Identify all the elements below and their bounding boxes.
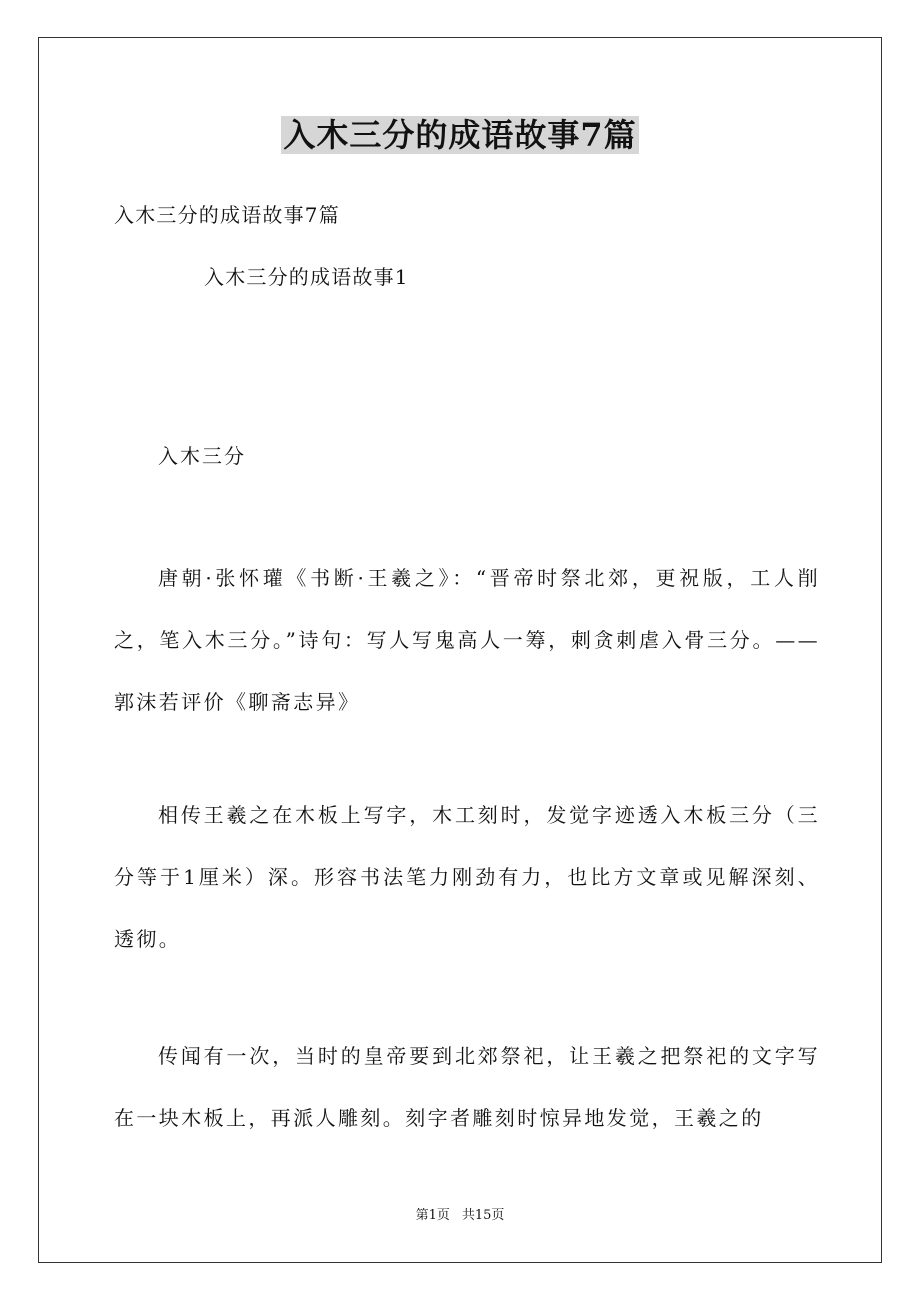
document-title-text: 入木三分的成语故事7篇 <box>283 116 637 154</box>
paragraph-meaning: 相传王羲之在木板上写字，木工刻时，发觉字迹透入木板三分（三分等于1厘米）深。形容书法笔力刚劲有力，也比方文章或见解深刻、透彻。 <box>114 803 820 951</box>
section-heading: 入木三分的成语故事1 <box>204 265 409 289</box>
page-total: 共15页 <box>461 1208 505 1223</box>
page-footer <box>0 1207 920 1225</box>
document-title <box>0 113 920 157</box>
document-subtitle: 入木三分的成语故事7篇 <box>114 203 340 227</box>
paragraph-source: 唐朝·张怀瓘《书断·王羲之》：“晋帝时祭北郊，更祝版，工人削之，笔入木三分。”诗句：写人写鬼高人一筹，刺贪刺虐入骨三分。——郭沫若评价《聊斋志异》 <box>114 566 820 714</box>
idiom-heading: 入木三分 <box>158 444 246 468</box>
paragraph-story: 传闻有一次，当时的皇帝要到北郊祭祀，让王羲之把祭祀的文字写在一块木板上，再派人雕刻。刻字者雕刻时惊异地发觉，王羲之的 <box>114 1044 820 1130</box>
page-number: 第1页 <box>415 1208 450 1223</box>
